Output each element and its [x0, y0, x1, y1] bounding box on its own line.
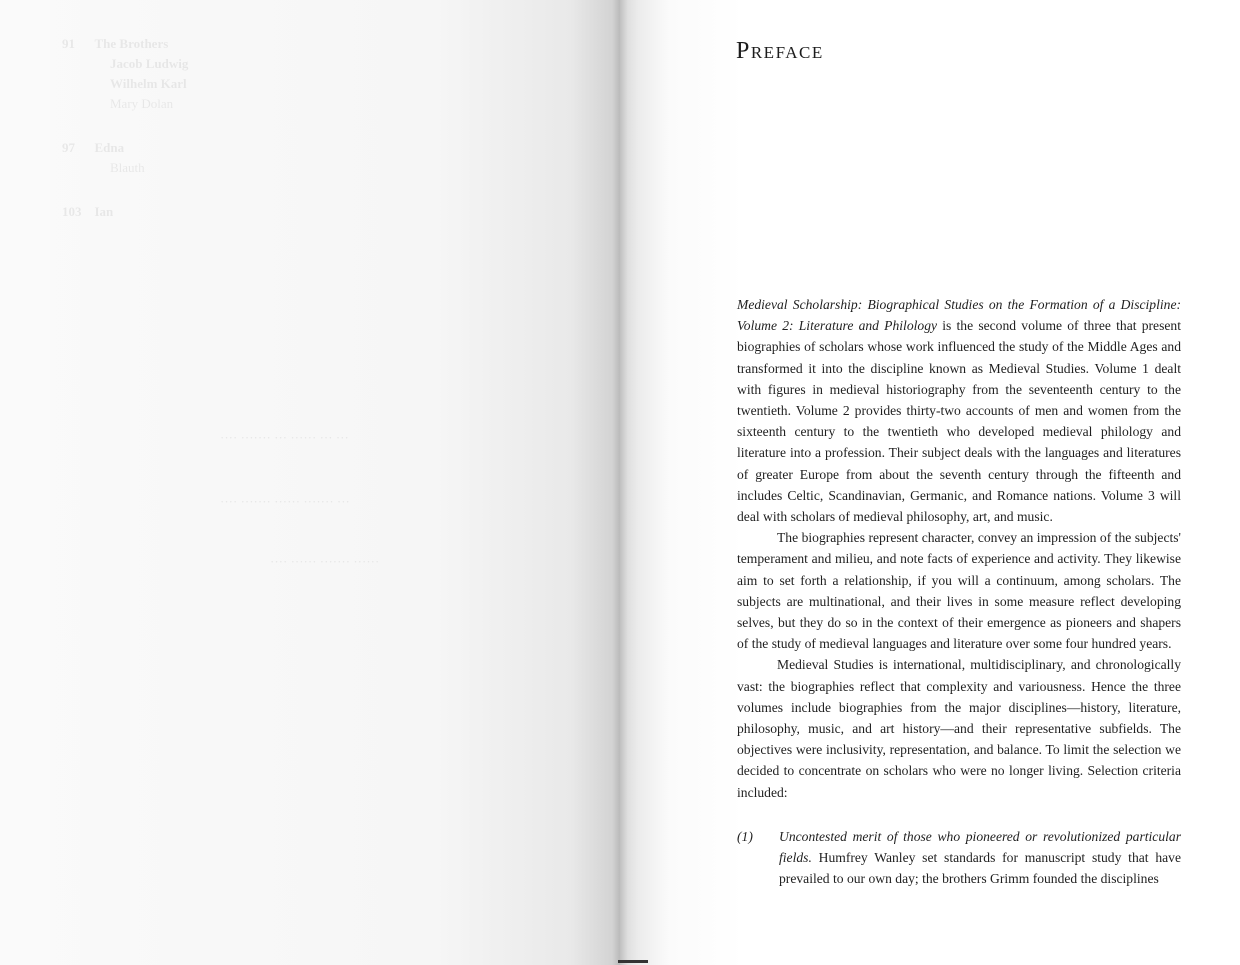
bleed-through-text: ···· ······· ··· ······ ··· ···	[220, 430, 349, 445]
bleed-through-text: Mary Dolan	[110, 96, 174, 111]
chapter-title: Preface	[736, 38, 824, 64]
criterion-number: (1)	[737, 829, 753, 844]
bleed-through-text: ···· ······· ······ ······· ···	[220, 494, 350, 509]
paragraph-2: The biographies represent character, convey an impression of the subjects' temperament and milieu, and note facts of experience and activity. They likewise aim to set forth a relationship, if you will a continuum, among scholars. The subjects are multinational, and their lives in some measure reflect developing selves, but they do so in the context of their emergence as pioneers and shapers of the study of medieval languages and literature over some four hundred years.	[737, 530, 1181, 652]
bleed-through-text: 103 Ian	[62, 204, 114, 219]
preface-body	[737, 294, 1181, 803]
criterion-text: Humfrey Wanley set standards for manuscript study that have prevailed to our own day; the brothers Grimm founded the disciplines	[779, 850, 1181, 887]
page-edge-mark	[618, 960, 648, 963]
paragraph-1	[737, 294, 1181, 527]
book-title: Medieval Scholarship: Biographical Studies on the Formation of a Discipline: Volume 2: Literature and Philology	[737, 297, 1181, 334]
book-gutter	[612, 0, 628, 965]
bleed-through-text: 91 The Brothers	[62, 36, 169, 51]
criterion-body	[779, 826, 1181, 890]
paragraph-1-text: is the second volume of three that present biographies of scholars whose work influenced the study of the Middle Ages and transformed it into the discipline known as Medieval Studies. Volume 1 dealt with figures in medieval historiography from the seventeenth century to the twentieth. Volume 2 provides thirty-two accounts of men and women from the sixteenth century to the twentieth who developed medieval philology and literature into a profession. Their subject deals with the languages and literatures of greater Europe from about the seventh century through the fifteenth and includes Celtic, Scandinavian, Germanic, and Romance nations. Volume 3 will deal with scholars of medieval philosophy, art, and music.	[737, 318, 1181, 525]
paragraph-3: Medieval Studies is international, multidisciplinary, and chronologically vast: the biographies reflect that complexity and variousness. Hence the three volumes include biographies from the major disciplines—history, literature, philosophy, music, and art history—and their representative subfields. The objectives were inclusivity, representation, and balance. To limit the selection we decided to concentrate on scholars who were no longer living. Selection criteria included:	[737, 657, 1181, 800]
bleed-through-text: Wilhelm Karl	[110, 76, 187, 91]
bleed-through-text: Blauth	[110, 160, 145, 175]
bleed-through-text: Jacob Ludwig	[110, 56, 189, 71]
bleed-through-text: 97 Edna	[62, 140, 125, 155]
bleed-through-text: ···· ······ ······· ······	[270, 554, 380, 569]
criterion-heading: Uncontested merit of those who pioneered or revolutionized particular fields.	[779, 829, 1181, 866]
